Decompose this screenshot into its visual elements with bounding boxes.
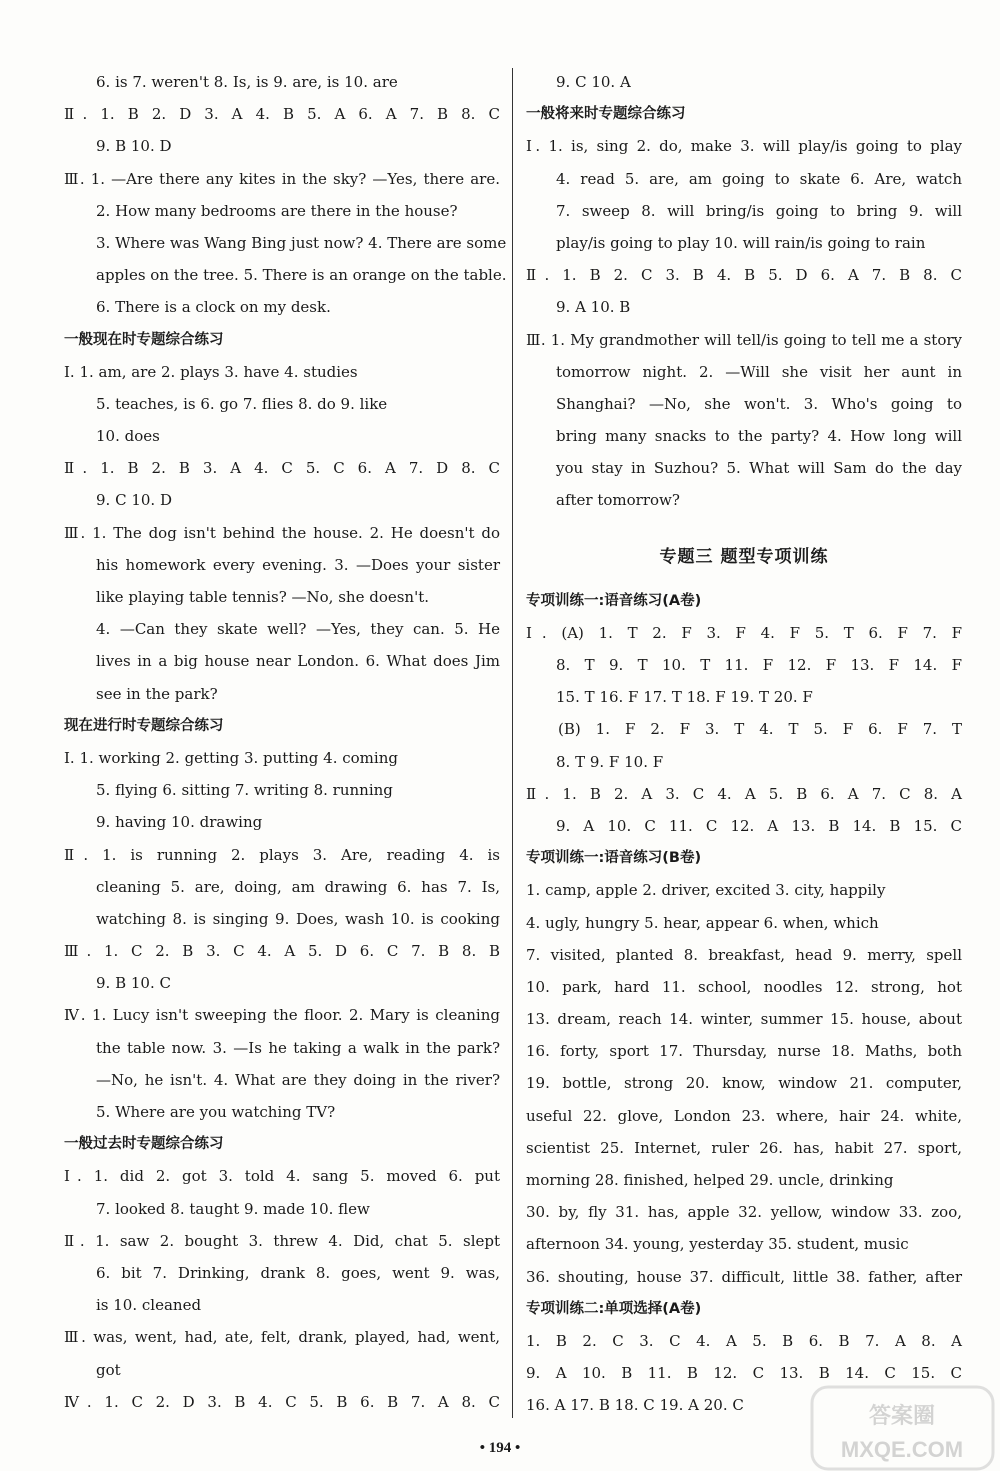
page-number: • 194 • xyxy=(479,1440,521,1456)
answer-line: useful 22. glove, London 23. where, hair 24. white, xyxy=(526,1106,962,1125)
answer-line: 4. read 5. are, am going to skate 6. Are, watch xyxy=(556,169,962,188)
section-heading: 专项训练一:语音练习(B卷) xyxy=(526,850,702,867)
answer-line: Ⅰ. 1. did 2. got 3. told 4. sang 5. moved 6. put xyxy=(64,1167,500,1186)
answer-line: 36. shouting, house 37. difficult, little 38. father, after xyxy=(526,1267,962,1286)
answer-line: tomorrow night. 2. —Will she visit her aunt in xyxy=(556,362,962,381)
answer-line: 10. park, hard 11. school, noodles 12. strong, hot xyxy=(526,977,962,996)
answer-line: 6. is 7. weren't 8. Is, is 9. are, is 10. are xyxy=(96,73,398,91)
answer-line: the table now. 3. —Is he taking a walk in the park? xyxy=(96,1038,500,1057)
answer-line: 9. A 10. B 11. B 12. C 13. B 14. C 15. C xyxy=(526,1364,962,1383)
answer-line: Ⅲ. was, went, had, ate, felt, drank, played, had, went, xyxy=(64,1328,500,1347)
column-divider xyxy=(512,68,513,1418)
section-heading: 现在进行时专题综合练习 xyxy=(64,717,224,734)
answer-line: cleaning 5. are, doing, am drawing 6. has 7. Is, xyxy=(96,877,500,896)
section-heading: 专题三 题型专项训练 xyxy=(659,546,829,567)
section-heading: 专项训练二:单项选择(A卷) xyxy=(526,1300,702,1317)
answer-line: Ⅱ. 1. B 2. A 3. C 4. A 5. B 6. A 7. C 8. A xyxy=(526,784,962,803)
answer-line: his homework every evening. 3. —Does your sister xyxy=(96,555,500,574)
answer-line: lives in a big house near London. 6. What does Jim xyxy=(96,652,500,671)
answer-line: Ⅳ. 1. C 2. D 3. B 4. C 5. B 6. B 7. A 8. C xyxy=(64,1392,500,1411)
answer-line: Ⅰ. 1. is, sing 2. do, make 3. will play/is going to play xyxy=(526,137,962,156)
answer-line: Ⅲ. 1. C 2. B 3. C 4. A 5. D 6. C 7. B 8. B xyxy=(64,942,500,961)
answer-line: 6. There is a clock on my desk. xyxy=(96,298,331,317)
answer-line: Ⅰ. 1. am, are 2. plays 3. have 4. studies xyxy=(64,362,358,381)
answer-line: 10. does xyxy=(96,427,160,446)
section-heading: 一般过去时专题综合练习 xyxy=(64,1136,224,1153)
answer-line: 15. T 16. F 17. T 18. F 19. T 20. F xyxy=(556,688,813,707)
answer-line: 3. Where was Wang Bing just now? 4. There are some xyxy=(96,233,507,252)
answer-line: Shanghai? —No, she won't. 3. Who's going to xyxy=(556,394,962,413)
answer-line: 19. bottle, strong 20. know, window 21. computer, xyxy=(526,1074,962,1093)
left-column xyxy=(64,66,507,1418)
watermark-logo xyxy=(810,1385,995,1471)
answer-line: Ⅱ. 1. saw 2. bought 3. threw 4. Did, chat 5. slept xyxy=(64,1231,500,1250)
answer-line: Ⅳ. 1. Lucy isn't sweeping the floor. 2. Mary is cleaning xyxy=(64,1006,500,1025)
answer-line: (B) 1. F 2. F 3. T 4. T 5. F 6. F 7. T xyxy=(558,720,962,739)
section-heading: 专项训练一:语音练习(A卷) xyxy=(526,592,702,609)
answer-line: Ⅲ. 1. My grandmother will tell/is going to tell me a story xyxy=(526,330,962,349)
answer-line: 7. looked 8. taught 9. made 10. flew xyxy=(96,1199,370,1218)
answer-line: after tomorrow? xyxy=(556,491,680,510)
answer-line: 9. B 10. D xyxy=(96,137,172,156)
answer-line: afternoon 34. young, yesterday 35. student, music xyxy=(526,1235,909,1254)
answer-line: 5. teaches, is 6. go 7. flies 8. do 9. like xyxy=(96,394,388,413)
answer-line: bring many snacks to the party? 4. How long will xyxy=(556,427,962,446)
answer-line: you stay in Suzhou? 5. What will Sam do the day xyxy=(556,459,962,478)
watermark-text-cn: 答案圈 xyxy=(868,1403,936,1428)
answer-line: 5. Where are you watching TV? xyxy=(96,1103,336,1121)
answer-line: 7. sweep 8. will bring/is going to bring 9. will xyxy=(556,201,962,220)
answer-line: Ⅱ. 1. B 2. D 3. A 4. B 5. A 6. A 7. B 8. C xyxy=(64,105,500,124)
answer-line: 9. C 10. D xyxy=(96,491,172,510)
answer-line: 1. B 2. C 3. C 4. A 5. B 6. B 7. A 8. A xyxy=(526,1331,962,1350)
answer-line: 13. dream, reach 14. winter, summer 15. house, about xyxy=(526,1010,962,1029)
section-heading: 一般将来时专题综合练习 xyxy=(526,106,686,123)
answer-line: Ⅰ. 1. working 2. getting 3. putting 4. coming xyxy=(64,748,398,767)
answer-line: got xyxy=(96,1360,121,1379)
answer-line: Ⅱ. 1. B 2. B 3. A 4. C 5. C 6. A 7. D 8. C xyxy=(64,459,500,478)
section-heading: 一般现在时专题综合练习 xyxy=(64,331,224,348)
answer-line: morning 28. finished, helped 29. uncle, drinking xyxy=(526,1171,894,1189)
answer-line: Ⅲ. 1. —Are there any kites in the sky? —Yes, there are. xyxy=(64,169,500,188)
answer-line: see in the park? xyxy=(96,684,218,703)
answer-line: 1. camp, apple 2. driver, excited 3. city, happily xyxy=(526,881,886,900)
answer-line: like playing table tennis? —No, she doesn't. xyxy=(96,588,430,606)
answer-line: 9. B 10. C xyxy=(96,974,171,993)
answer-line: play/is going to play 10. will rain/is going to rain xyxy=(556,233,926,252)
answer-line: apples on the tree. 5. There is an orange on the table. xyxy=(96,266,507,285)
answer-line: 16. A 17. B 18. C 19. A 20. C xyxy=(526,1396,744,1415)
answer-line: 4. —Can they skate well? —Yes, they can. 5. He xyxy=(96,620,500,639)
answer-line: 4. ugly, hungry 5. hear, appear 6. when, which xyxy=(526,913,879,932)
right-column xyxy=(526,66,962,1422)
answer-line: 9. A 10. C 11. C 12. A 13. B 14. B 15. C xyxy=(556,816,962,835)
answer-line: 5. flying 6. sitting 7. writing 8. running xyxy=(96,781,393,800)
answer-line: 8. T 9. T 10. T 11. F 12. F 13. F 14. F xyxy=(556,656,962,674)
watermark-text-url: MXQE.COM xyxy=(840,1437,964,1462)
answer-line: 9. A 10. B xyxy=(556,298,631,317)
answer-line: Ⅰ. (A) 1. T 2. F 3. F 4. F 5. T 6. F 7. F xyxy=(526,623,962,642)
answer-line: 8. T 9. F 10. F xyxy=(556,752,664,771)
answer-line: 7. visited, planted 8. breakfast, head 9. merry, spell xyxy=(526,945,962,964)
answer-line: —No, he isn't. 4. What are they doing in the river? xyxy=(96,1070,500,1089)
answer-line: Ⅲ. 1. The dog isn't behind the house. 2. He doesn't do xyxy=(64,523,500,542)
answer-line: Ⅱ. 1. is running 2. plays 3. Are, reading 4. is xyxy=(64,845,500,864)
answer-line: Ⅱ. 1. B 2. C 3. B 4. B 5. D 6. A 7. B 8. C xyxy=(526,266,962,285)
answer-line: 9. having 10. drawing xyxy=(96,813,263,832)
answer-line: 2. How many bedrooms are there in the house? xyxy=(96,201,458,220)
answer-line: 6. bit 7. Drinking, drank 8. goes, went 9. was, xyxy=(96,1263,500,1282)
answer-line: 9. C 10. A xyxy=(556,73,631,91)
answer-line: 30. by, fly 31. has, apple 32. yellow, window 33. zoo, xyxy=(526,1203,962,1222)
answer-line: 16. forty, sport 17. Thursday, nurse 18. Maths, both xyxy=(526,1042,962,1061)
answer-line: watching 8. is singing 9. Does, wash 10. is cooking xyxy=(96,909,500,928)
answer-line: is 10. cleaned xyxy=(96,1296,202,1315)
answer-line: scientist 25. Internet, ruler 26. has, habit 27. sport, xyxy=(526,1138,962,1157)
